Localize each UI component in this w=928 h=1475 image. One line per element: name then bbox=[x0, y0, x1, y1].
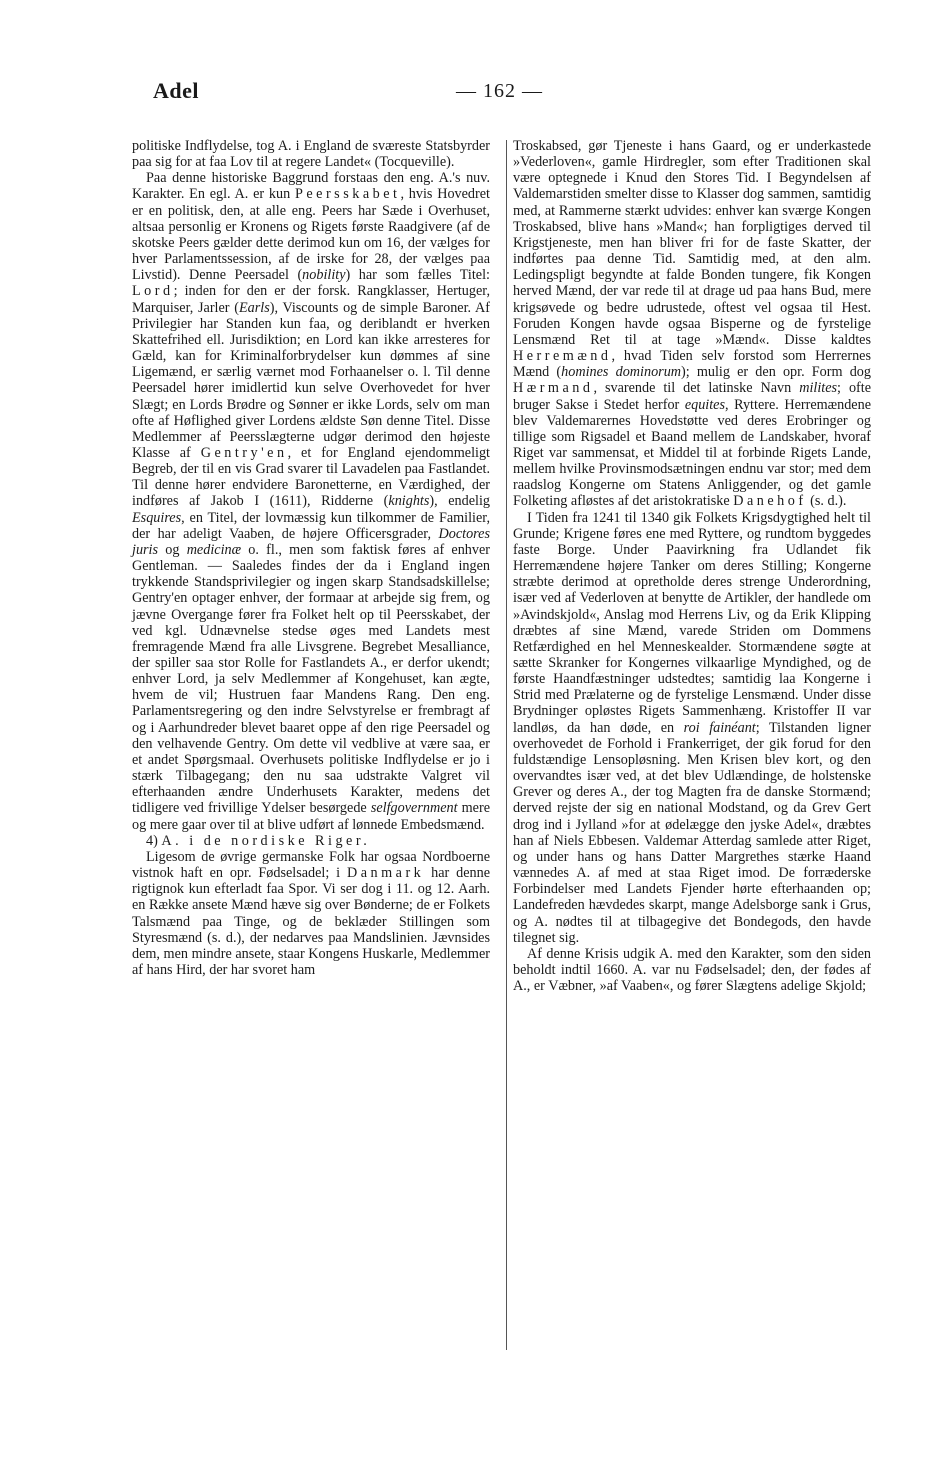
italic-term: homines dominorum bbox=[561, 364, 682, 381]
section-title: A. i de nordiske Riger. bbox=[161, 832, 371, 849]
column-divider bbox=[506, 140, 507, 1350]
spaced-term: Herremænd bbox=[513, 348, 612, 365]
italic-term: medicinæ bbox=[186, 541, 242, 558]
left-column bbox=[132, 138, 490, 978]
spaced-term: Hærmand bbox=[513, 380, 594, 397]
paragraph: I Tiden fra 1241 til 1340 gik Folkets Krigsdygtighed helt til Grunde; Krigene føres ene med Ryttere, og rundtom byggedes faste Borge. Under Paavirkning fra Udlandet fik Herremændene højere Tanker om deres Stilling; Kongerne stræbte derimod at opretholde deres strenge Underordning, især ved af Vederloven at benytte de Artikler, der handlede om »Avindskjold«, Anslag mod Herrens Liv, og da Erik Klipping dræbtes af sine Mænd, varede Striden om Dommens Retfærdighed en hel Menneskealder. Stormændene søgte at sætte Skranker for Kongernes vilkaarlige Myndighed, og de første Haandfæstninger udstedtes; samtidig laa Kongerne i Strid med Prælaterne og de fyrstelige Lensmænd. Under disse Brydninger opløstes Rigets Sammenhæng. Kristoffer II var landløs, da han døde, en roi fainéant; Tilstanden ligner overhovedet de Forhold i Frankerriget, der gik forud for den fuldstændige Lensopløsning. Men Krisen blev kort, og den overvandtes især ved, at det blev Udlændinge, de holstenske Grever og deres A., der tog Magten fra de danske Stormænd; derved rejste der sig en national Modstand, og da Grev Gert drog ind i Jylland »for at ødelægge den jyske Adel«, dræbtes han af Niels Ebbesen. Valdemar Atterdag samlede atter Riget, og under hans og hans Datter Margrethes stærke Haand vænnedes A. af med at staa Riget imod. De forræderske Forbindelser med Landets Fjender hørte efterhaanden op; Landefreden hævdedes skarpt, mange Adelsborge sank i Grus, og A. nødtes til at tilbagegive det Bondegods, den havde tilegnet sig. bbox=[513, 509, 871, 946]
italic-term: Earls bbox=[238, 299, 270, 316]
spaced-term: Peersskabet bbox=[294, 186, 401, 203]
spaced-term: Danmark bbox=[346, 865, 425, 882]
italic-term: Doctores juris bbox=[132, 525, 490, 558]
spaced-term: Lord bbox=[132, 283, 174, 300]
spaced-term: Gentry'en bbox=[200, 444, 288, 461]
italic-term: Esquires bbox=[132, 509, 182, 526]
page-header bbox=[0, 78, 928, 112]
italic-term: roi fainéant bbox=[683, 719, 756, 736]
spaced-term: Danehof bbox=[733, 493, 807, 510]
italic-term: equites bbox=[684, 396, 725, 413]
italic-term: milites bbox=[799, 380, 838, 397]
italic-term: knights bbox=[388, 493, 430, 510]
paragraph: Ligesom de øvrige germanske Folk har ogsaa Nordboerne vistnok haft en opr. Fødselsadel; i Danmark har denne rigtignok kun efterladt faa Spor. Vi ser dog i 11. og 12. Aarh. en Række ansete Mænd hæve sig over Bønderne; de er Folkets Talsmænd paa Tinge, og de beklæder Stillingen som Styresmænd (s. d.), der nedarves paa Mandslinien. Jævnsides dem, men mindre ansete, staar Kongens Huskarle, Medlemmer af hans Hird, der har svoret ham bbox=[132, 848, 490, 978]
italic-term: nobility bbox=[302, 267, 346, 284]
paragraph: politiske Indflydelse, tog A. i England de sværeste Statsbyrder paa sig for at faa Lov til at regere Landet« (Tocqueville). bbox=[132, 138, 490, 171]
page-number: — 162 — bbox=[456, 80, 543, 102]
section-heading: 4) A. i de nordiske Riger. bbox=[146, 832, 371, 849]
right-column bbox=[513, 138, 871, 994]
paragraph: Paa denne historiske Baggrund forstaas den eng. A.'s nuv. Karakter. En egl. A. er kun Peersskabet, hvis Hovedret er en politisk, den, at alle eng. Peers har Sæde i Overhuset, altsaa personlig er Kronens og Rigets første Raadgivere (af de skotske Peers gælder dette derimod kun om 16, der vælges for hver Parlamentssession, af de irske for 28, der vælges paa Livstid). Denne Peersadel (nobility) har som fælles Titel: Lord; inden for den er der forsk. Rangklasser, Hertuger, Marquiser, Jarler (Earls), Viscounts og de simple Baroner. Af Privilegier har Standen kun faa, og deriblandt er hverken Skattefrihed ell. Jurisdiktion; en Lord kan ikke arresteres for Gæld, kan for Kriminalforbrydelser kun dømmes af sine Ligemænd, er særlig værnet mod Forhaanelser o. l. Til denne Peersadel hører imidlertid kun selve Overhovedet for hver Slægt; en Lords Brødre og Sønner er ikke Lords, selv om man ofte af Høflighed giver Lordens ældste Søn denne Titel. Disse Medlemmer af Peersslægterne udgør derimod den højeste Klasse af Gentry'en, et for England ejendommeligt Begreb, der til en vis Grad svarer til Lavadelen paa Fastlandet. Til denne hører endvidere Baronetterne, en Værdighed, der indføres af Jakob I (1611), Ridderne (knights), endelig Esquires, en Titel, der lovmæssig kun tilkommer de Familier, der har adeligt Vaaben, de højere Officersgrader, Doctores juris og medicinæ o. fl., men som faktisk føres af enhver Gentleman. — Saaledes findes der da i England ingen trykkende Standsprivilegier og ingen skarp Standsadskillelse; Gentry'en optager enhver, der formaar at arbejde sig frem, og jævne Overgange fører fra Folket helt op til Peersskabet, der ved kgl. Udnævnelse stedse øges med Landets mest fremragende Mænd fra alle Livsgrene. Begrebet Mesalliance, der spiller saa stor Rolle for Fastlandets A., er derfor ukendt; enhver Lord, ja selv Medlemmer af Kongehuset, kan ægte, hvem de vil; Hustruen faar Mandens Rang. Den eng. Parlamentsregering og den indre Selvstyrelse er frembragt af og i Aarhundreder blevet baaret oppe af den rige Peersadel og den velhavende Gentry. Om dette vil vedblive at være saa, er et andet Spørgsmaal. Overhusets politiske Indflydelse er jo i stærk Tilbagegang; den nu saa udstrakte Valgret vil efterhaanden ændre Underhusets Karakter, medens det tidligere ved frivillige Ydelser besørgede selfgovernment mere og mere gaar over til at blive udført af lønnede Embedsmænd. bbox=[132, 170, 491, 833]
running-head: Adel bbox=[153, 78, 199, 103]
paragraph: Af denne Krisis udgik A. med den Karakter, som den siden beholdt indtil 1660. A. var nu Fødselsadel; den, der fødes af A., er Væbner, »af Vaaben«, og fører Slægtens adelige Skjold; bbox=[513, 945, 871, 995]
italic-term: selfgovernment bbox=[370, 800, 458, 817]
paragraph: Troskabsed, gør Tjeneste i hans Gaard, og er underkastede »Vederloven«, gamle Hirdregler, som efter Traditionen skal være optegnede i Knud den Stores Tid. I Begyndelsen af Valdemarstiden smelter disse to Klasser dog sammen, samtidig med, at Rammerne stærkt udvides: enhver kan sværge Kongen Troskabsed, blive hans »Mand«; han forpligtiges derved til Krigstjeneste, men han bliver fri for de faste Skatter, der indførtes paa denne Tid. Samtidig med, at den alm. Ledingspligt begyndte at falde Bonden tungere, fik Kongen herved Mænd, der var rede til at drage ud paa hans Bud, mere krigsøvede og bedre udrustede, oftest vel ogsaa til Hest. Foruden Kongen havde ogsaa Bisperne og de fyrstelige Lensmænd Ret til at tage »Mænd«. Disse kaldtes Herremænd, hvad Tiden selv forstod som Herrernes Mænd (homines dominorum); mulig er den opr. Form dog Hærmand, svarende til det latinske Navn milites; ofte bruger Sakse i Stedet herfor equites, Ryttere. Herremændene blev Valdemarernes Hovedstøtte ved deres Erobringer og tillige som Rigsadel et Baand mellem de Landskaber, hvoraf Riget var sammensat, et Middel til at forbinde Rigets Lande, mellem hvilke Provinsmodsætningen endnu var stor; med dem raadslog Kongerne om Statens Anliggender, og det gamle Folketing afløstes af det aristokratiske Danehof (s. d.). bbox=[513, 138, 872, 510]
